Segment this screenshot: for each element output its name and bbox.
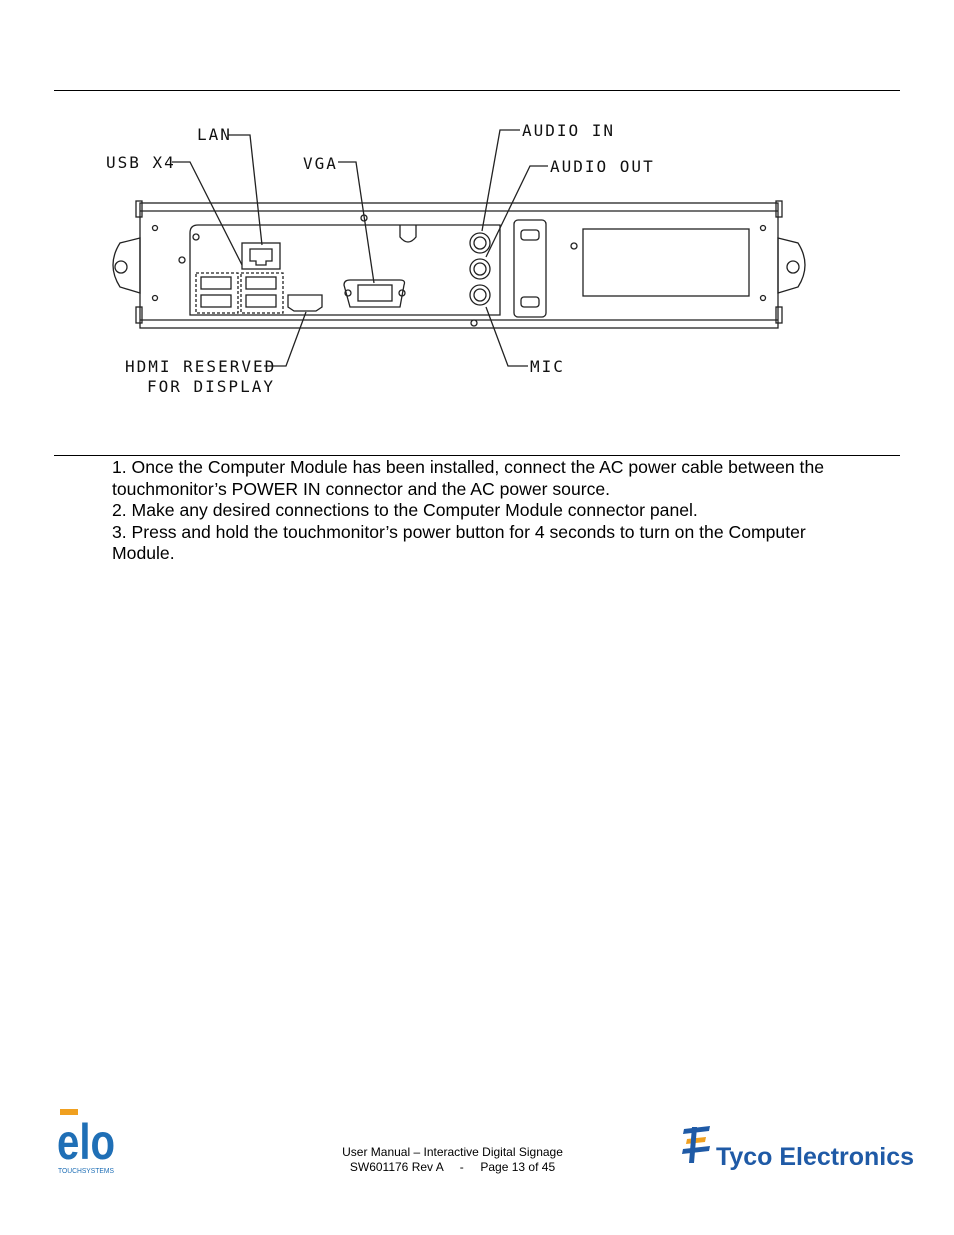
right-mount-hole	[787, 261, 799, 273]
usb-port	[201, 295, 231, 307]
step-item: 3. Press and hold the touchmonitor’s power button for 4 seconds to turn on the Computer Module.	[112, 521, 806, 563]
mic-leader	[486, 307, 528, 366]
usb-port	[246, 277, 276, 289]
audio-in-label: AUDIO IN	[522, 121, 616, 140]
chassis-outline	[140, 203, 778, 328]
usb-label: USB X4	[106, 153, 176, 172]
lan-leader	[228, 135, 262, 245]
tyco-logo-text: Tyco Electronics	[716, 1143, 914, 1171]
usb-port	[246, 295, 276, 307]
left-mount-hole	[115, 261, 127, 273]
connector-panel-diagram	[100, 115, 820, 405]
label-plate	[583, 229, 749, 296]
footer-page-info: SW601176 Rev A - Page 13 of 45	[349, 1160, 556, 1174]
vga-port	[344, 280, 405, 307]
tyco-electronics-logo	[680, 1123, 920, 1173]
step-item: 2. Make any desired connections to the Computer Module connector panel.	[112, 500, 698, 520]
audio-in-jack	[470, 233, 490, 253]
mic-jack	[470, 285, 490, 305]
page-footer	[300, 1145, 605, 1175]
hdmi-port	[288, 295, 322, 311]
vga-label: VGA	[303, 154, 338, 173]
elo-logo-text: elo	[57, 1114, 115, 1170]
audio-in-leader	[482, 130, 520, 231]
audio-out-label: AUDIO OUT	[550, 157, 655, 176]
footer-title: User Manual – Interactive Digital Signage	[342, 1145, 563, 1159]
elo-logo-subtext: TOUCHSYSTEMS	[58, 1168, 115, 1175]
right-mount-ear	[778, 238, 805, 293]
hdmi-label-line2: FOR DISPLAY	[147, 377, 275, 396]
setup-steps-list	[112, 457, 872, 565]
mic-label: MIC	[530, 357, 565, 376]
usb-port	[201, 277, 231, 289]
vga-leader	[338, 162, 374, 283]
top-rule	[54, 90, 900, 91]
hdmi-label-line1: HDMI RESERVED	[125, 357, 277, 376]
audio-out-jack	[470, 259, 490, 279]
elo-logo	[57, 1107, 117, 1175]
lan-label: LAN	[197, 125, 232, 144]
tyco-mark-icon	[682, 1126, 710, 1163]
step-item: 1. Once the Computer Module has been installed, connect the AC power cable between the touchmonitor’s POWER IN connector and the AC power source.	[112, 457, 825, 499]
connector-plate	[190, 225, 500, 315]
section-rule	[54, 455, 900, 456]
slot-cover	[514, 220, 546, 317]
usb-leader	[172, 162, 242, 265]
